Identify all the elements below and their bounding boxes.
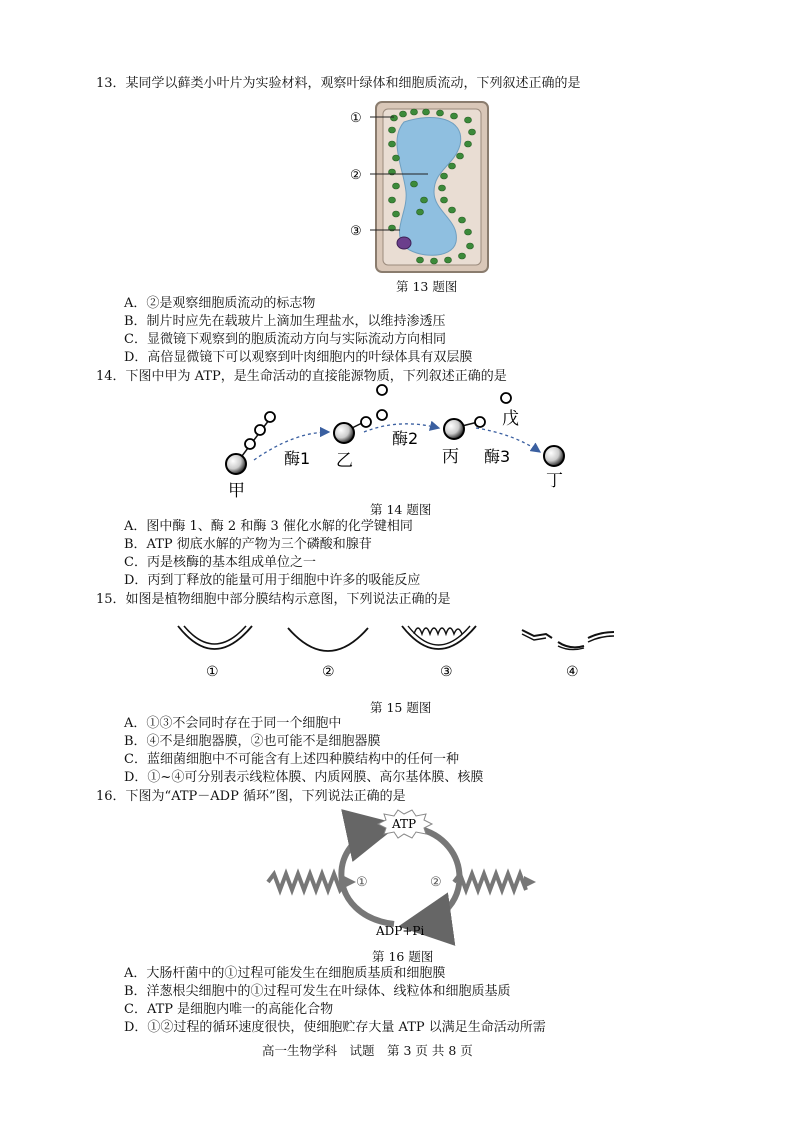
q14-label-enzyme3: 酶3 — [484, 447, 511, 466]
q15-label-4: ④ — [566, 664, 579, 680]
q13-option-c: C．显微镜下观察到的胞质流动方向与实际流动方向相同 — [124, 332, 446, 347]
q14-option-b: B．ATP 彻底水解的产物为三个磷酸和腺苷 — [124, 537, 372, 552]
q13-option-d: D．高倍显微镜下可以观察到叶肉细胞内的叶绿体具有双层膜 — [124, 350, 473, 365]
q14-atp-hydrolysis-figure — [214, 382, 584, 500]
q15-option-c: C．蓝细菌细胞中不可能含有上述四种膜结构中的任何一种 — [124, 752, 459, 767]
q16-atp-adp-cycle-figure — [266, 806, 536, 944]
q15-option-a: A．①③不会同时存在于同一个细胞中 — [124, 716, 342, 731]
q15-option-b: B．④不是细胞器膜，②也可能不是细胞器膜 — [124, 734, 381, 749]
q15-stem: 15．如图是植物细胞中部分膜结构示意图，下列说法正确的是 — [96, 592, 451, 607]
q15-option-d: D．①~④可分别表示线粒体膜、内质网膜、高尔基体膜、核膜 — [124, 770, 484, 785]
q14-stem: 14．下图中甲为 ATP，是生命活动的直接能源物质，下列叙述正确的是 — [96, 369, 507, 384]
q14-caption: 第 14 题图 — [370, 502, 432, 517]
q13-caption: 第 13 题图 — [396, 279, 458, 294]
q15-label-3: ③ — [440, 664, 453, 680]
q13-option-a: A．②是观察细胞质流动的标志物 — [124, 296, 316, 311]
q16-option-c: C．ATP 是细胞内唯一的高能化合物 — [124, 1002, 334, 1017]
q14-label-enzyme2: 酶2 — [392, 429, 419, 448]
q16-option-d: D．①②过程的循环速度很快，使细胞贮存大量 ATP 以满足生命活动所需 — [124, 1020, 546, 1035]
q15-caption: 第 15 题图 — [370, 700, 432, 715]
q14-label-enzyme1: 酶1 — [284, 449, 311, 468]
q14-label-bing: 丙 — [442, 447, 459, 467]
q15-label-1: ① — [206, 664, 219, 680]
q14-label-jia: 甲 — [228, 481, 245, 501]
q14-label-yi: 乙 — [336, 451, 353, 471]
q14-option-c: C．丙是核酶的基本组成单位之一 — [124, 555, 316, 570]
q14-option-d: D．丙到丁释放的能量可用于细胞中许多的吸能反应 — [124, 573, 421, 588]
q13-stem: 13．某同学以藓类小叶片为实验材料，观察叶绿体和细胞质流动，下列叙述正确的是 — [96, 76, 581, 91]
q13-label-3: ③ — [350, 224, 362, 239]
q16-label-atp: ATP — [392, 817, 417, 831]
q16-option-a: A．大肠杆菌中的①过程可能发生在细胞质基质和细胞膜 — [124, 966, 446, 981]
q14-label-ding: 丁 — [546, 471, 563, 491]
q14-option-a: A．图中酶 1、酶 2 和酶 3 催化水解的化学键相同 — [124, 519, 413, 534]
q15-label-2: ② — [322, 664, 335, 680]
q16-label-adp: ADP+Pi — [376, 924, 425, 938]
q16-label-process-1: ① — [356, 875, 368, 890]
q13-label-1: ① — [350, 111, 362, 126]
q15-membrane-figure — [170, 614, 620, 684]
page-footer: 高一生物学科 试题 第 3 页 共 8 页 — [262, 1043, 473, 1058]
q16-label-process-2: ② — [430, 875, 442, 890]
q16-caption: 第 16 题图 — [372, 949, 434, 964]
q16-stem: 16．下图为“ATP－ADP 循环”图，下列说法正确的是 — [96, 789, 406, 804]
q13-label-2: ② — [350, 168, 362, 183]
q13-option-b: B．制片时应先在载玻片上滴加生理盐水，以维持渗透压 — [124, 314, 446, 329]
q16-option-b: B．洋葱根尖细胞中的①过程可发生在叶绿体、线粒体和细胞质基质 — [124, 984, 511, 999]
q14-label-wu: 戊 — [502, 409, 519, 429]
q13-cell-figure — [348, 100, 498, 275]
